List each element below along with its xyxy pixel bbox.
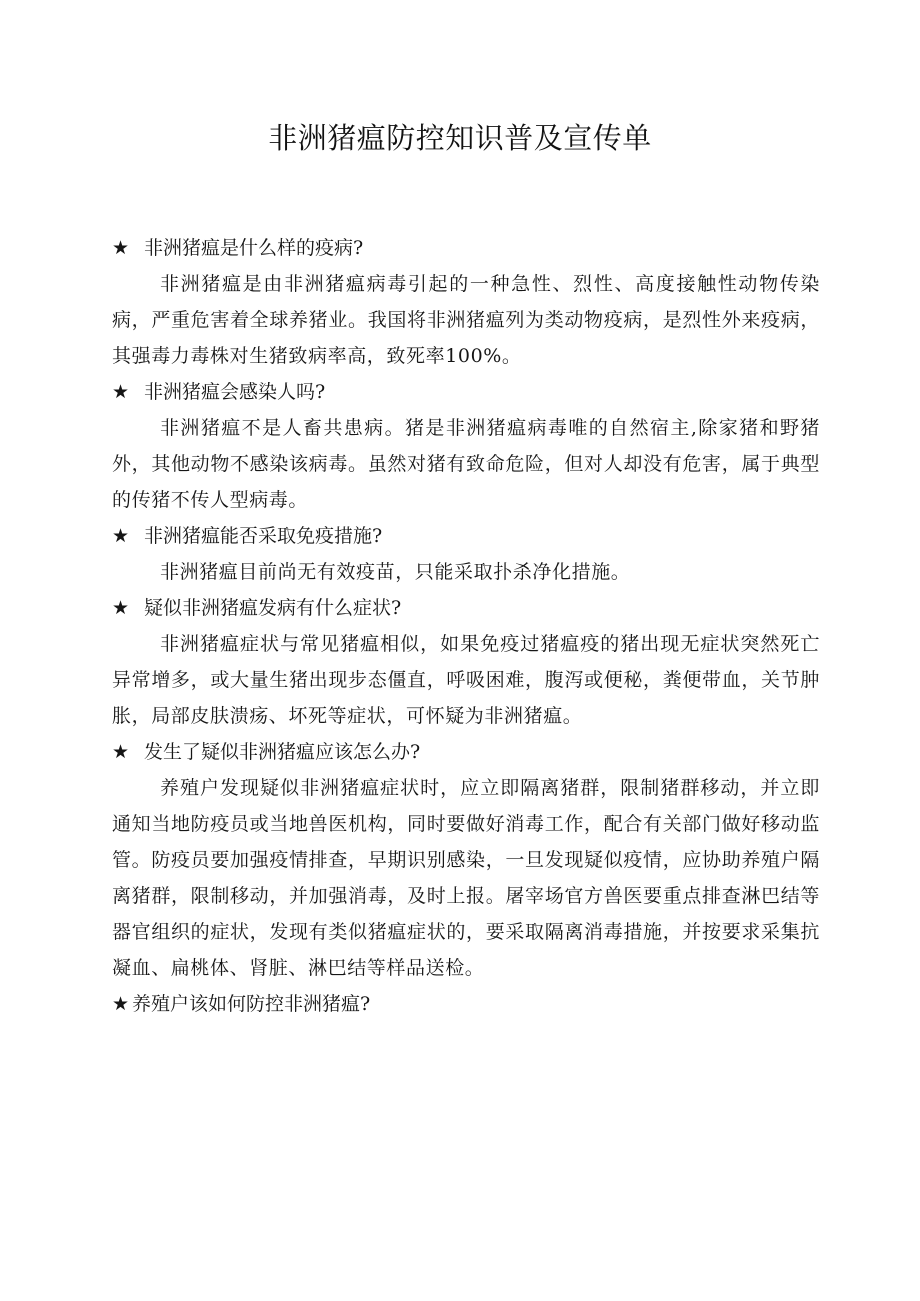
question-text: 非洲猪瘟会感染人吗? xyxy=(144,381,326,403)
answer-paragraph: 非洲猪瘟症状与常见猪瘟相似，如果免疫过猪瘟疫的猪出现无症状突然死亡异常增多，或大量生猪出现步态僵直，呼吸困难，腹泻或便秘，粪便带血，关节肿胀，局部皮肤溃疡、坏死等症状，可怀疑为非洲猪瘟。 xyxy=(112,633,820,727)
question-text: 非洲猪瘟能否采取免疫措施? xyxy=(144,525,383,547)
answer-paragraph: 非洲猪瘟不是人畜共患病。猪是非洲猪瘟病毒唯的自然宿主,除家猪和野猪外，其他动物不感染该病毒。虽然对猪有致命危险，但对人却没有危害，属于典型的传猪不传人型病毒。 xyxy=(112,417,820,511)
star-icon: ★ xyxy=(112,237,130,259)
answer-paragraph: 养殖户发现疑似非洲猪瘟症状时，应立即隔离猪群，限制猪群移动，并立即通知当地防疫员或当地兽医机构，同时要做好消毒工作，配合有关部门做好移动监管。防疫员要加强疫情排查，早期识别感染，一旦发现疑似疫情，应协助养殖户隔离猪群，限制移动，并加强消毒，及时上报。屠宰场官方兽医要重点排查淋巴结等器官组织的症状，发现有类似猪瘟症状的，要采取隔离消毒措施，并按要求采集抗凝血、扁桃体、肾脏、淋巴结等样品送检。 xyxy=(112,777,820,979)
answer-paragraph: 非洲猪瘟是由非洲猪瘟病毒引起的一种急性、烈性、高度接触性动物传染病，严重危害着全球养猪业。我国将非洲猪瘟列为类动物疫病，是烈性外来疫病，其强毒力毒株对生猪致病率高，致死率100%。 xyxy=(112,273,820,367)
section-heading xyxy=(112,590,820,626)
section-heading xyxy=(112,374,820,410)
page-title: 非洲猪瘟防控知识普及宣传单 xyxy=(268,121,652,155)
star-icon: ★ xyxy=(112,597,130,619)
answer-paragraph: 非洲猪瘟目前尚无有效疫苗，只能采取扑杀净化措施。 xyxy=(160,561,631,583)
star-icon: ★ xyxy=(112,525,130,547)
section-heading xyxy=(112,518,820,554)
star-icon: ★ xyxy=(112,741,130,763)
question-text: 非洲猪瘟是什么样的疫病? xyxy=(144,237,364,259)
question-text: 养殖户该如何防控非洲猪瘟? xyxy=(132,993,371,1015)
star-icon: ★ xyxy=(112,993,130,1015)
star-icon: ★ xyxy=(112,381,130,403)
document-body xyxy=(112,230,820,1022)
question-text: 发生了疑似非洲猪瘟应该怎么办? xyxy=(144,741,421,763)
section-heading xyxy=(112,734,820,770)
section-heading xyxy=(112,230,820,266)
section-heading xyxy=(112,986,820,1022)
question-text: 疑似非洲猪瘟发病有什么症状? xyxy=(144,597,402,619)
